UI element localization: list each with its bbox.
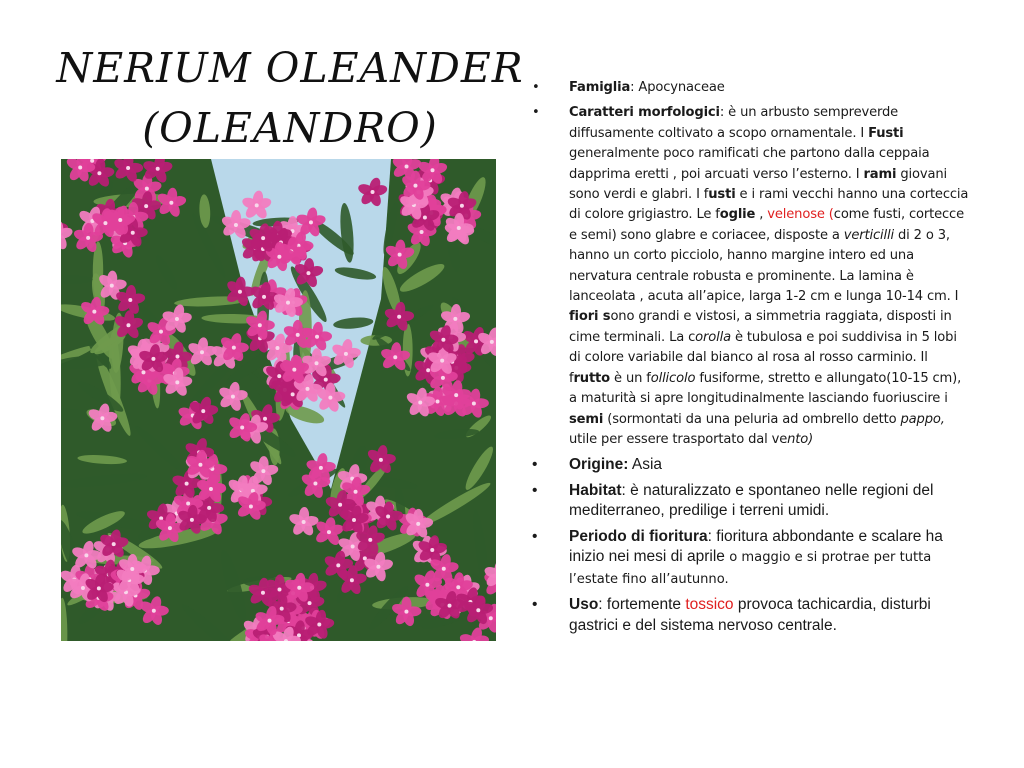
photo-flower-center (328, 396, 332, 400)
bullet-periodo (530, 527, 970, 591)
photo-flower-center (338, 503, 342, 507)
photo-flower-center (262, 295, 266, 299)
origine-label: Origine: (569, 456, 629, 474)
famiglia-value: Apocynaceae (638, 80, 725, 95)
photo-flower-center (152, 609, 156, 613)
photo-flower-center (145, 187, 149, 191)
bullet-dot: • (532, 527, 538, 545)
caratteri-text: di 2 o 3, hanno un corto picciolo, hanno margine intero ed una nervatura centrale robusta e prominente. La lamina è lanceolata , acuta all’apice, larga 1-2 cm e lunga 10-14 cm. I (569, 227, 959, 305)
photo-flower-center (460, 204, 464, 208)
photo-flower-center (234, 223, 238, 227)
photo-flower-center (190, 518, 194, 522)
photo-flower-center (327, 530, 331, 534)
photo-flower-center (175, 317, 179, 321)
photo-flower-center (324, 378, 328, 382)
photo-flower-center (232, 346, 236, 350)
title-line-1: NERIUM OLEANDER (56, 44, 524, 92)
description-list (530, 78, 970, 641)
photo-flower-center (393, 355, 397, 359)
photo-flower-center (126, 166, 130, 170)
photo-flower-center (291, 392, 295, 396)
photo-flower-center (249, 505, 253, 509)
photo-flower-center (277, 374, 281, 378)
photo-flower-center (336, 563, 340, 567)
photo-flower-center (368, 538, 372, 542)
photo-flower-center (286, 301, 290, 305)
caratteri-italic: nto) (787, 431, 814, 447)
periodo-label: Periodo di fioritura (569, 527, 708, 545)
photo-flower-center (131, 231, 135, 235)
uso-sep: : fortemente (598, 596, 686, 614)
photo-flower-center (258, 323, 262, 327)
photo-flower-center (305, 387, 309, 391)
caratteri-label: Caratteri morfologici (569, 105, 720, 121)
photo-flower-center (474, 339, 478, 343)
photo-flower-center (84, 553, 88, 557)
caratteri-italic: pappo, (900, 411, 945, 427)
photo-flower-center (141, 370, 145, 374)
photo-flower-center (255, 203, 259, 207)
photo-flower-center (376, 565, 380, 569)
photo-flower-center (81, 586, 85, 590)
caratteri-bold: Fusti (868, 125, 904, 141)
photo-flower-center (379, 458, 383, 462)
caratteri-text: utile per essere trasportato dal ve (569, 431, 788, 447)
photo-flower-center (354, 490, 358, 494)
photo-flower-center (308, 601, 312, 605)
photo-flower-center (457, 226, 461, 230)
photo-flower-center (352, 518, 356, 522)
photo-flower-center (175, 380, 179, 384)
habitat-value: : è naturalizzato e spontaneo nelle regioni del mediterraneo, predilige i terreni umidi. (569, 481, 934, 520)
photo-flower-center (440, 359, 444, 363)
photo-flower-center (297, 586, 301, 590)
photo-flower-center (261, 236, 265, 240)
periodo-tail: o maggio e si protrae per tutta l’estate fino all’autunno. (569, 550, 932, 587)
caratteri-text: e i rami vecchi hanno una corteccia di colore grigiastro. Le f (569, 187, 969, 223)
bullet-famiglia (530, 78, 970, 98)
caratteri-italic: verticilli (843, 227, 894, 243)
caratteri-text: generalmente poco ramificati che partono dalla ceppaia dapprima eretti , poi arcuati verso l’esterno. I (569, 146, 930, 182)
photo-flower-center (302, 520, 306, 524)
photo-flower-center (175, 355, 179, 359)
photo-flower-center (144, 204, 148, 208)
photo-flower-center (315, 361, 319, 365)
famiglia-label: Famiglia (569, 80, 631, 95)
photo-flower-center (441, 376, 445, 380)
caratteri-text: (sormontati da una peluria ad ombrello detto (603, 411, 901, 427)
caratteri-text: come fusti, cortecce e semi) sono glabre e coriacee, disposte a (569, 207, 965, 243)
photo-flower-center (186, 501, 190, 505)
photo-flower-center (420, 230, 424, 234)
photo-flower-center (156, 167, 160, 171)
photo-flower-center (454, 393, 458, 397)
photo-flower-center (351, 545, 355, 549)
photo-flower-center (280, 607, 284, 611)
bullet-dot: • (532, 456, 538, 474)
photo-flower-center (207, 506, 211, 510)
velenose-highlight: velenose (767, 207, 825, 223)
caratteri-text: è tubulosa e poi suddivisa in 5 lobi di colore variabile dal bianco al rosa al rosso carminio. Il f (569, 329, 957, 386)
bullet-origine (530, 455, 970, 476)
caratteri-italic: orolla (695, 329, 731, 345)
photo-flower-center (78, 165, 82, 169)
photo-flower-center (268, 619, 272, 623)
photo-flower-center (319, 466, 323, 470)
caratteri-text: ono grandi e vistosi, a simmetria raggiata, disposti in cime terminali. La c (569, 309, 952, 345)
photo-flower-center (413, 184, 417, 188)
photo-flower-center (317, 623, 321, 627)
bullet-dot: • (532, 105, 540, 121)
photo-flower-center (371, 190, 375, 194)
photo-flower-center (263, 417, 267, 421)
photo-flower-center (261, 469, 265, 473)
bullet-dot: • (532, 80, 540, 95)
photo-flower-center (169, 201, 173, 205)
photo-flower-center (130, 567, 134, 571)
photo-flower-center (292, 368, 296, 372)
bullet-caratteri (530, 103, 970, 450)
caratteri-text: , (755, 207, 768, 223)
photo-flower-center (436, 400, 440, 404)
photo-flower-center (456, 585, 460, 589)
origine-value: Asia (628, 456, 663, 474)
photo-flower-center (261, 591, 265, 595)
photo-flower-center (240, 426, 244, 430)
caratteri-bold: semi (569, 411, 604, 427)
caratteri-text: giovani sono verdi e glabri. I f (569, 166, 947, 203)
photo-flower-center (431, 168, 435, 172)
photo-flower-center (198, 463, 202, 467)
photo-flower-center (306, 271, 310, 275)
bullet-dot: • (532, 481, 538, 499)
photo-flower-center (128, 298, 132, 302)
photo-flower-center (453, 317, 457, 321)
photo-flower-center (168, 526, 172, 530)
uso-label: Uso (569, 596, 599, 614)
oleander-photo (61, 159, 496, 641)
photo-flower-center (296, 333, 300, 337)
photo-flower-center (309, 220, 313, 224)
photo-flower-center (100, 416, 104, 420)
photo-flower-center (209, 487, 213, 491)
photo-flower-center (103, 221, 107, 225)
photo-flower-center (238, 290, 242, 294)
famiglia-sep: : (630, 80, 639, 95)
photo-flower-center (404, 610, 408, 614)
uso-value: provoca tachicardia, disturbi gastrici e del sistema nervoso centrale. (569, 596, 931, 634)
caratteri-text: : è un arbusto sempreverde diffusamente coltivato a scopo ornamentale. I (569, 105, 899, 141)
photo-flower-center (278, 587, 282, 591)
photo-flower-center (97, 586, 101, 590)
photo-flower-center (151, 357, 155, 361)
photo-flower-center (315, 335, 319, 339)
habitat-label: Habitat (569, 481, 622, 499)
tossico-highlight: tossico (685, 596, 734, 614)
photo-flower-center (425, 583, 429, 587)
caratteri-bold: oglie (719, 207, 756, 223)
bullet-dot: • (532, 596, 538, 614)
photo-flower-center (185, 482, 189, 486)
photo-flower-center (397, 315, 401, 319)
photo-flower-center (159, 330, 163, 334)
title-line-2: (OLEANDRO) (142, 104, 438, 152)
photo-flower-center (418, 401, 422, 405)
photo-flower-center (472, 401, 476, 405)
photo-flower-center (86, 236, 90, 240)
photo-flower-center (423, 216, 427, 220)
photo-flower-center (430, 548, 434, 552)
photo-flower-center (350, 578, 354, 582)
caratteri-bold: rutto (573, 370, 611, 386)
slide-title (40, 38, 540, 158)
caratteri-italic: ollicolo (650, 370, 696, 386)
photo-flower-center (126, 323, 130, 327)
bullet-habitat (530, 481, 970, 522)
caratteri-bold: fiori s (569, 309, 611, 325)
photo-flower-center (442, 567, 446, 571)
photo-flower-center (92, 310, 96, 314)
photo-flower-center (112, 542, 116, 546)
bullet-uso (530, 595, 970, 636)
caratteri-text: fusiforme, stretto e allungato(10-15 cm), a maturità si apre longitudinalmente lasciando fuoriuscire i (569, 370, 962, 407)
caratteri-text: è un f (610, 370, 651, 386)
photo-flower-center (344, 352, 348, 356)
photo-flower-center (405, 164, 409, 168)
photo-flower-center (398, 253, 402, 257)
periodo-value: : fioritura abbondante e scalare ha inizio nei mesi di aprile (569, 527, 943, 566)
caratteri-bold: rami (863, 166, 897, 182)
photo-flower-center (490, 340, 494, 344)
photo-flower-center (489, 616, 493, 620)
caratteri-bold: usti (708, 187, 736, 203)
photo-flower-center (97, 171, 101, 175)
photo-flower-center (313, 481, 317, 485)
photo-flower-center (201, 409, 205, 413)
photo-flower-center (275, 346, 279, 350)
photo-flower-center (416, 522, 420, 526)
caratteri-paren: ( (824, 207, 834, 223)
photo-flower-center (231, 395, 235, 399)
photo-flower-center (426, 368, 430, 372)
photo-flower-center (476, 608, 480, 612)
photo-flower-center (448, 604, 452, 608)
photo-flower-center (277, 255, 281, 259)
photo-flower-center (386, 514, 390, 518)
photo-flower-center (441, 338, 445, 342)
photo-flower-center (200, 350, 204, 354)
photo-flower-center (118, 218, 122, 222)
photo-flower-center (110, 284, 114, 288)
